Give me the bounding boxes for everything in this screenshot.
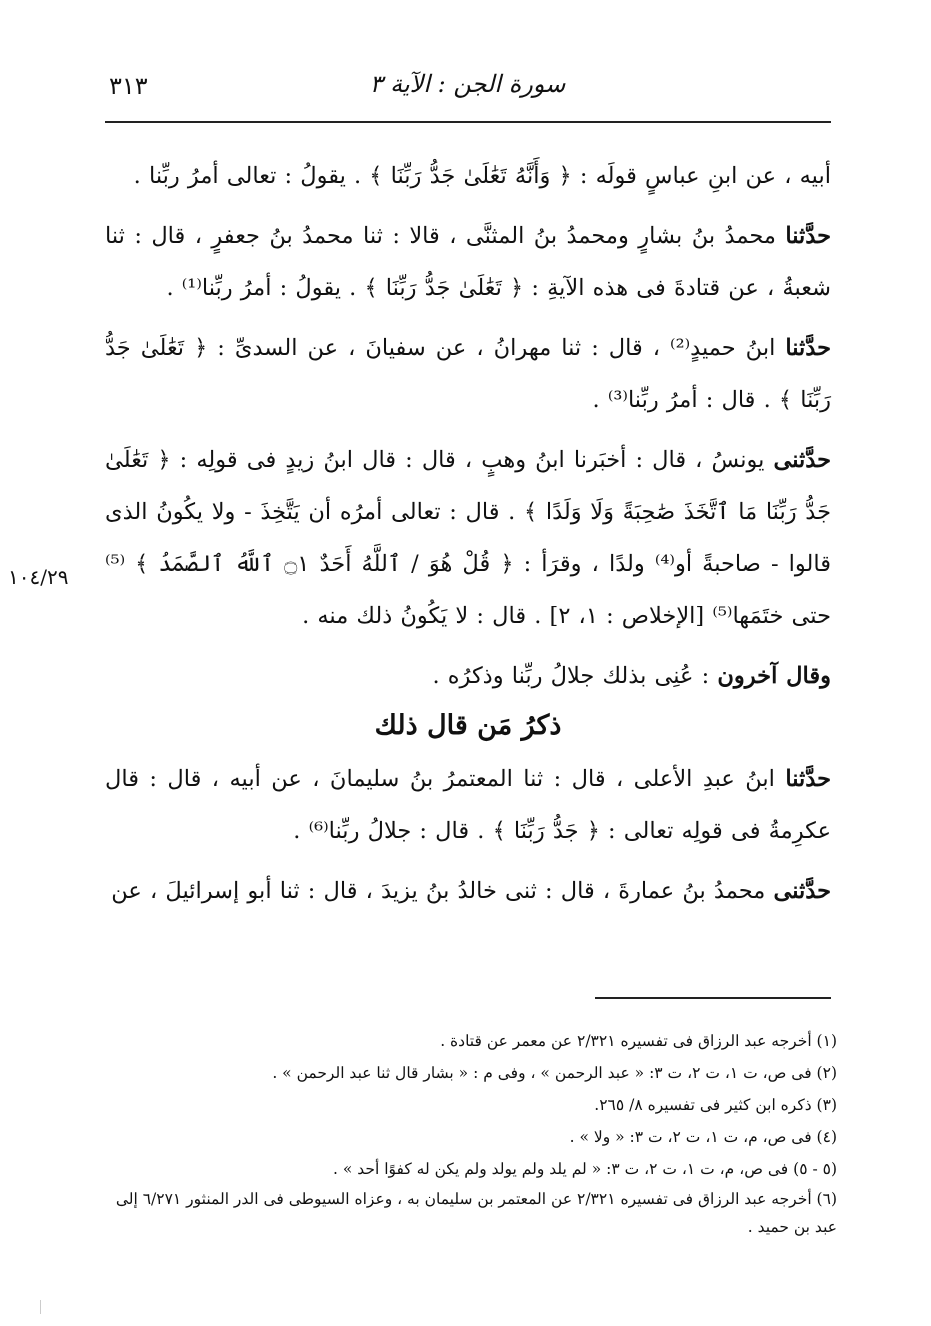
page-edge-mark (40, 1300, 41, 1314)
running-head: سورة الجن : الآية ٣ (369, 70, 566, 98)
paragraph-3 (105, 322, 831, 426)
paragraph-5 (105, 650, 831, 702)
paragraph-6 (105, 753, 831, 857)
narration-lead: حدَّثنى (773, 878, 831, 904)
footnote: (١) أخرجه عبد الرزاق فى تفسيره ٢/٣٢١ عن معمر عن قتادة . (440, 1032, 837, 1050)
margin-reference: ١٠٤/٢٩ (8, 565, 69, 589)
paragraph-text: ابنُ حميدٍ⁽²⁾ ، قال : ثنا مهرانُ ، عن سفيانَ ، عن السدىِّ : ﴿ تَعَٰلَىٰ جَدُّ رَبِّنَا ﴾ . قال : أمرُ ربِّنا⁽³⁾ . (105, 335, 831, 413)
footnote: (٤) فى ص، م، ت ١، ت ٢، ت ٣: « ولا » . (569, 1128, 837, 1146)
paragraph-4 (105, 434, 831, 642)
footnotes (105, 1025, 837, 1241)
narration-lead: حدَّثنى (773, 447, 831, 473)
footnote: (٦) أخرجه عبد الرزاق فى تفسيره ٢/٣٢١ عن المعتمر بن سليمان به ، وعزاه السيوطى فى الدر المنثور ٦/٢٧١ إلى عبد بن حميد . (115, 1190, 837, 1236)
paragraph-text: يونسُ ، قال : أخبَرنا ابنُ وهبٍ ، قال : قال ابنُ زيدٍ فى قولِه : ﴿ تَعَٰلَىٰ جَدُّ رَبِّنَا مَا ٱتَّخَذَ صَٰحِبَةً وَلَا وَلَدًا ﴾ . قال : تعالى أمرُه أن يَتَّخِذَ - ولا يكُونُ الذى قالوا - صاحبةً أو⁽⁴⁾ ولدًا ، وقرَأ : ﴿ قُلْ هُوَ / ٱللَّهُ أَحَدٌ ۝١ ٱللَّهُ ٱلصَّمَدُ ﴾ ⁽⁵⁾حتى ختَمَها⁽⁵⁾ [الإخلاص : ١، ٢] . قال : لا يَكُونُ ذلك منه . (105, 447, 831, 629)
narration-lead: وقال آخرون (717, 663, 831, 689)
paragraph-2 (105, 210, 831, 314)
section-heading: ذكرُ مَن قال ذلك (374, 710, 562, 741)
page-header (105, 70, 830, 106)
footnote: (٥ - ٥) فى ص، م، ت ١، ت ٢، ت ٣: « لم يلد ولم يولد ولم يكن له كفوًا أحد » . (332, 1160, 837, 1178)
header-rule (105, 121, 831, 123)
narration-lead: حدَّثنا (785, 766, 831, 792)
footnote: (٣) ذكره ابن كثير فى تفسيره ٨/ ٢٦٥. (594, 1096, 837, 1114)
paragraph-text: : عُنِى بذلك جلالُ ربِّنا وذكرُه . (432, 663, 718, 689)
narration-lead: حدَّثنا (785, 223, 831, 249)
paragraph-text: محمدُ بنُ عمارةَ ، قال : ثنى خالدُ بنُ يزيدَ ، قال : ثنا أبو إسرائيلَ ، عن (111, 878, 774, 904)
main-text (105, 150, 831, 925)
footnote: (٢) فى ص، ت ١، ت ٢، ت ٣: « عبد الرحمن » ، وفى م : « بشار قال ثنا عبد الرحمن » . (272, 1064, 837, 1082)
paragraph-1: أبيه ، عن ابنِ عباسٍ قولَه : ﴿ وَأَنَّهُ تَعَٰلَىٰ جَدُّ رَبِّنَا ﴾ . يقولُ : تعالى أمرُ ربِّنا . (133, 163, 831, 189)
footnote-rule (595, 997, 831, 999)
page-number: ٣١٣ (109, 72, 148, 100)
paragraph-text: محمدُ بنُ بشارٍ ومحمدُ بنُ المثنَّى ، قالا : ثنا محمدُ بنُ جعفرٍ ، قال : ثنا شعبةُ ، عن قتادةَ فى هذه الآيةِ : ﴿ تَعَٰلَىٰ جَدُّ رَبِّنَا ﴾ . يقولُ : أمرُ ربِّنا⁽¹⁾ . (105, 223, 831, 301)
narration-lead: حدَّثنا (785, 335, 831, 361)
paragraph-text: ابنُ عبدِ الأعلى ، قال : ثنا المعتمرُ بنُ سليمانَ ، عن أبيه ، قال : قال عكرِمةُ فى قولِه تعالى : ﴿ جَدُّ رَبِّنَا ﴾ . قال : جلالُ ربِّنا⁽⁶⁾ . (105, 766, 831, 844)
paragraph-7 (105, 865, 831, 917)
